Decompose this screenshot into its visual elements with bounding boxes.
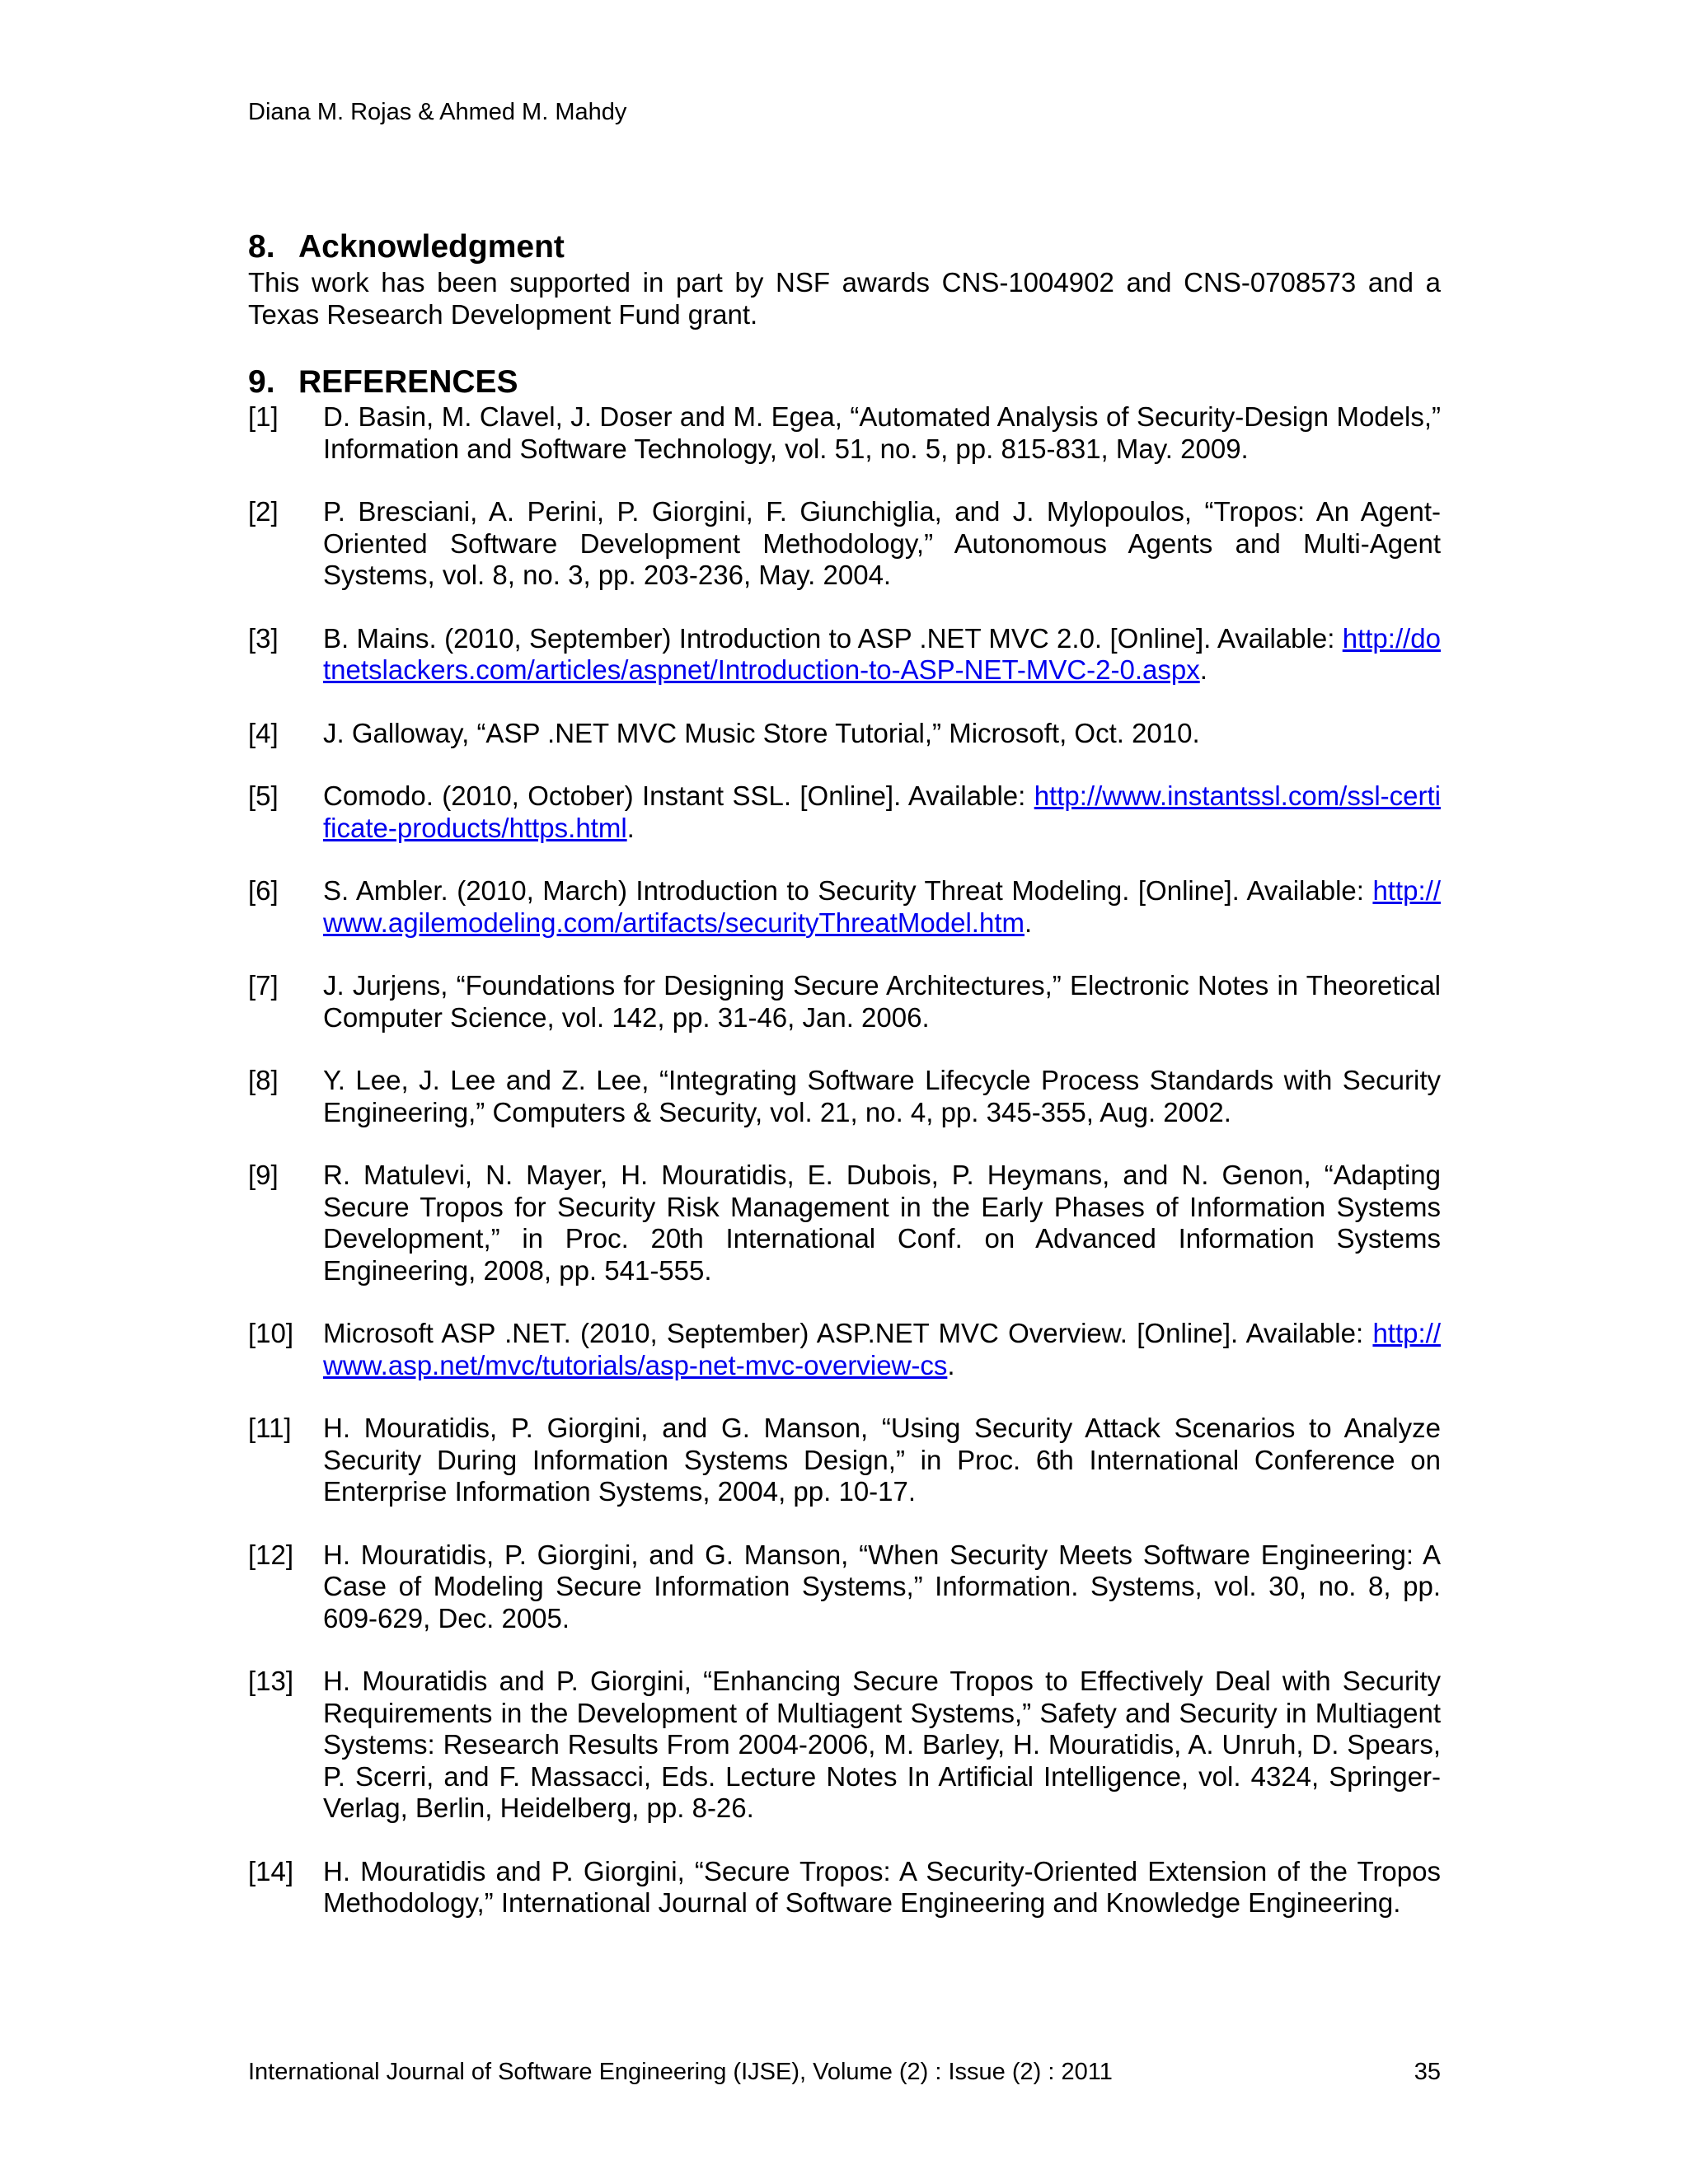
section-title: Acknowledgment [298,229,565,265]
section-number: 9. [248,364,275,400]
acknowledgment-text: This work has been supported in part by NSF awards CNS-1004902 and CNS-0708573 and a Texas Research Development Fund grant. [248,267,1441,330]
reference-number: [7] [248,970,279,1001]
reference-number: [3] [248,622,279,654]
reference-text [323,1160,1441,1286]
reference-text [323,1666,1441,1825]
reference-number: [14] [248,1855,294,1886]
reference-citation: S. Ambler. (2010, March) Introduction to Security Threat Modeling. [Online]. Available: [323,875,1373,906]
reference-item [248,718,1441,750]
reference-citation: J. Galloway, “ASP .NET MVC Music Store Tutorial,” Microsoft, Oct. 2010. [323,717,1200,748]
reference-item [248,780,1441,844]
reference-item [248,1413,1441,1508]
reference-number: [13] [248,1666,294,1696]
reference-citation: H. Mouratidis, P. Giorgini, and G. Manson, “When Security Meets Software Engineering: A Case of Modeling Secure Information Systems,” Information. Systems, vol. 30, no. 8, pp. 609-629, Dec. 2005. [323,1539,1441,1633]
reference-item [248,1318,1441,1381]
page-number: 35 [1414,2059,1441,2085]
reference-citation: P. Bresciani, A. Perini, P. Giorgini, F. Giunchiglia, and J. Mylopoulos, “Tropos: An Agent-Oriented Software Development Methodology,” Autonomous Agents and Multi-Agent Systems, vol. 8, no. 3, pp. 203-236, May. 2004. [323,496,1441,590]
reference-text [323,1856,1441,1919]
reference-text [323,496,1441,592]
reference-item [248,496,1441,592]
reference-trailing-punctuation: . [626,812,635,843]
reference-number: [11] [248,1413,292,1443]
reference-text [323,970,1441,1033]
reference-text [323,875,1441,939]
reference-url-link[interactable]: http://dotnetslackers.com/articles/aspnet/Introduction-to-ASP-NET-MVC-2-0.aspx [323,622,1441,685]
reference-number: [9] [248,1160,279,1190]
reference-url-link[interactable]: http://www.instantssl.com/ssl-certificate-products/https.html [323,780,1441,843]
footer-journal: International Journal of Software Engineering (IJSE), Volume (2) : Issue (2) : 2011 [248,2059,1113,2085]
reference-item [248,1065,1441,1128]
reference-number: [6] [248,875,279,906]
reference-item [248,1540,1441,1635]
reference-citation: Comodo. (2010, October) Instant SSL. [Online]. Available: [323,780,1034,811]
reference-text [323,1065,1441,1128]
reference-number: [2] [248,496,279,527]
reference-number: [10] [248,1318,294,1348]
reference-item [248,1160,1441,1286]
reference-url-link[interactable]: http://www.agilemodeling.com/artifacts/securityThreatModel.htm [323,875,1441,938]
reference-trailing-punctuation: . [1025,907,1033,938]
reference-trailing-punctuation: . [1199,654,1207,685]
reference-item [248,1856,1441,1919]
reference-text [323,1413,1441,1508]
page-content [248,228,1441,1951]
reference-text [323,780,1441,844]
reference-number: [8] [248,1065,279,1095]
reference-item [248,875,1441,939]
reference-citation: R. Matulevi, N. Mayer, H. Mouratidis, E. Dubois, P. Heymans, and N. Genon, “Adapting Secure Tropos for Security Risk Management in the Early Phases of Information Systems Development,” in Proc. 20th International Conf. on Advanced Information Systems Engineering, 2008, pp. 541-555. [323,1160,1441,1286]
running-head: Diana M. Rojas & Ahmed M. Mahdy [248,99,627,125]
reference-text [323,1318,1441,1381]
reference-citation: H. Mouratidis, P. Giorgini, and G. Manson, “Using Security Attack Scenarios to Analyze Security During Information Systems Design,” in Proc. 6th International Conference on Enterprise Information Systems, 2004, pp. 10-17. [323,1413,1441,1507]
reference-number: [12] [248,1539,294,1570]
reference-list [248,401,1441,1919]
section-number: 8. [248,229,275,265]
reference-citation: J. Jurjens, “Foundations for Designing Secure Architectures,” Electronic Notes in Theoretical Computer Science, vol. 142, pp. 31-46, Jan. 2006. [323,970,1441,1033]
reference-trailing-punctuation: . [947,1349,955,1380]
reference-text [323,623,1441,687]
reference-text [323,1540,1441,1635]
reference-number: [5] [248,780,279,811]
references-heading [248,363,1441,401]
reference-text [323,718,1441,750]
reference-number: [4] [248,717,279,748]
reference-item [248,401,1441,465]
reference-number: [1] [248,401,279,432]
reference-citation: H. Mouratidis and P. Giorgini, “Secure Tropos: A Security-Oriented Extension of the Tropos Methodology,” International Journal of Software Engineering and Knowledge Engineering. [323,1855,1441,1918]
reference-item [248,1666,1441,1825]
reference-text [323,401,1441,465]
section-title: REFERENCES [298,364,518,400]
reference-citation: B. Mains. (2010, September) Introduction to ASP .NET MVC 2.0. [Online]. Available: [323,622,1343,654]
reference-url-link[interactable]: http://www.asp.net/mvc/tutorials/asp-net-mvc-overview-cs [323,1318,1441,1380]
reference-item [248,970,1441,1033]
reference-citation: Microsoft ASP .NET. (2010, September) ASP.NET MVC Overview. [Online]. Available: [323,1318,1373,1348]
reference-citation: Y. Lee, J. Lee and Z. Lee, “Integrating Software Lifecycle Process Standards with Security Engineering,” Computers & Security, vol. 21, no. 4, pp. 345-355, Aug. 2002. [323,1065,1441,1127]
reference-item [248,623,1441,687]
reference-citation: H. Mouratidis and P. Giorgini, “Enhancing Secure Tropos to Effectively Deal with Security Requirements in the Development of Multiagent Systems,” Safety and Security in Multiagent Systems: Research Results From 2004-2006, M. Barley, H. Mouratidis, A. Unruh, D. Spears, P. Scerri, and F. Massacci, Eds. Lecture Notes In Artificial Intelligence, vol. 4324, Springer-Verlag, Berlin, Heidelberg, pp. 8-26. [323,1666,1441,1823]
reference-citation: D. Basin, M. Clavel, J. Doser and M. Egea, “Automated Analysis of Security-Design Models,” Information and Software Technology, vol. 51, no. 5, pp. 815-831, May. 2009. [323,401,1441,464]
acknowledgment-heading [248,228,1441,266]
